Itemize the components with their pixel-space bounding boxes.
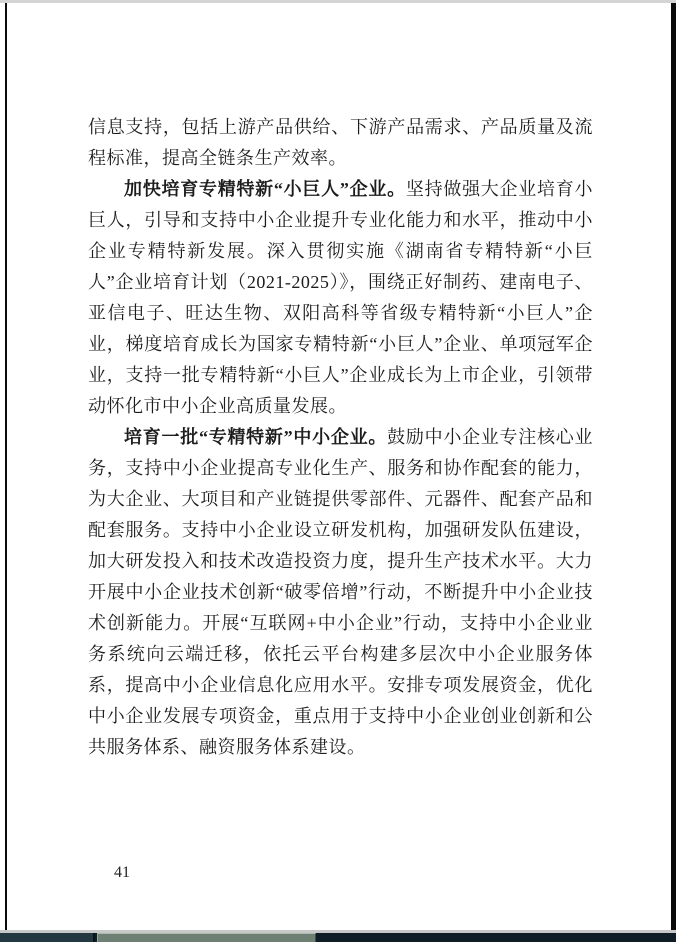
paragraph-text: 坚持做强大企业培育小巨人，引导和支持中小企业提升专业化能力和水平，推动中小企业专精特新发展。深入贯彻实施《湖南省专精特新“小巨人”企业培育计划（2021-2025）》，围绕正好制药、建南电子、亚信电子、旺达生物、双阳高科等省级专精特新“小巨人”企业，梯度培育成长为国家专精特新“小巨人”企业、单项冠军企业，支持一批专精特新“小巨人”企业成长为上市企业，引领带动怀化市中小企业高质量发展。 <box>88 179 594 416</box>
page-number: 41 <box>114 864 130 881</box>
horizontal-scrollbar-track[interactable] <box>0 933 676 942</box>
paragraph-text: 鼓励中小企业专注核心业务，支持中小企业提高专业化生产、服务和协作配套的能力，为大企业、大项目和产业链提供零部件、元器件、配套产品和配套服务。支持中小企业设立研发机构，加强研发队伍建设，加大研发投入和技术改造投资力度，提升生产技术水平。大力开展中小企业技术创新“破零倍增”行动，不断提升中小企业技术创新能力。开展“互联网+中小企业”行动，支持中小企业业务系统向云端迁移，依托云平台构建多层次中小企业服务体系，提高中小企业信息化应用水平。安排专项发展资金，优化中小企业发展专项资金，重点用于支持中小企业创业创新和公共服务体系、融资服务体系建设。 <box>88 427 594 757</box>
page-right-border <box>671 3 676 930</box>
paragraph-text: 信息支持，包括上游产品供给、下游产品需求、产品质量及流程标准，提高全链条生产效率。 <box>88 117 593 168</box>
horizontal-scrollbar-thumb[interactable] <box>97 933 316 942</box>
document-page <box>88 112 593 763</box>
paragraph-lead-bold: 培育一批“专精特新”中小企业。 <box>124 427 388 447</box>
body-paragraph <box>88 174 593 422</box>
page-left-border <box>5 3 7 930</box>
window-top-edge <box>0 0 676 3</box>
body-paragraph <box>88 112 593 174</box>
body-paragraph <box>88 422 593 763</box>
paragraph-lead-bold: 加快培育专精特新“小巨人”企业。 <box>124 179 406 199</box>
scrollbar-corner-segment <box>0 933 95 942</box>
